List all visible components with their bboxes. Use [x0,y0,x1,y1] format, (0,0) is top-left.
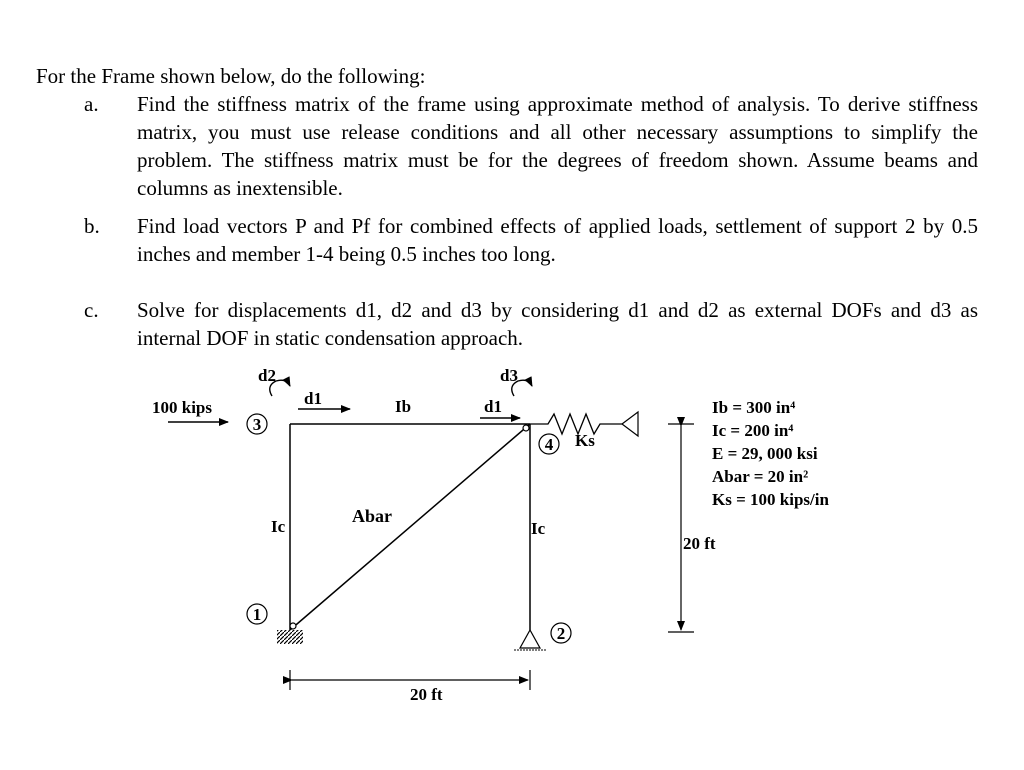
left-column-label: Ic [271,517,286,536]
span-label: 20 ft [410,685,443,704]
node-4-label: 4 [544,435,554,454]
dof-d2-label: d2 [258,366,276,385]
beam-label: Ib [395,397,412,416]
bar-hinge-bottom [290,623,296,629]
bar-hinge-top [523,425,529,431]
problem-intro: For the Frame shown below, do the following: [36,64,426,88]
item-letter: c. [84,298,99,322]
property-ic: Ic = 200 in⁴ [712,421,794,440]
dof-d1-label: d1 [484,397,502,416]
node-1-label: 1 [252,605,262,624]
property-abar: Abar = 20 in² [712,467,809,486]
bar-label: Abar [352,506,392,526]
item-letter: b. [84,214,100,238]
height-label: 20 ft [683,534,716,553]
spring-support [622,412,638,436]
node-2-label: 2 [556,624,566,643]
pin-support [520,630,540,648]
item-letter: a. [84,92,99,116]
property-ib: Ib = 300 in⁴ [712,398,796,417]
load-label: 100 kips [152,398,212,417]
node-3-label: 3 [252,415,262,434]
property-ks: Ks = 100 kips/in [712,490,829,509]
item-text: Find load vectors P and Pf for combined effects of applied loads, settlement of support 2 by 0.5 inches and member 1-4 being 0.5 inches too long. [137,214,978,266]
property-e: E = 29, 000 ksi [712,444,818,463]
item-text: Solve for displacements d1, d2 and d3 by considering d1 and d2 as external DOFs and d3 as internal DOF in static condensation approach. [137,298,978,350]
item-text: Find the stiffness matrix of the frame using approximate method of analysis. To derive stiffness matrix, you must use release conditions and all other necessary assumptions to simplify the problem. The stiffness matrix must be for the degrees of freedom shown. Assume beams and columns as inextensible. [137,92,978,200]
right-column-label: Ic [531,519,546,538]
diagonal-bar [290,424,530,630]
dof-d1-label: d1 [304,389,322,408]
spring-label: Ks [575,431,595,450]
dof-d3-label: d3 [500,366,518,385]
fixed-support [277,630,303,644]
